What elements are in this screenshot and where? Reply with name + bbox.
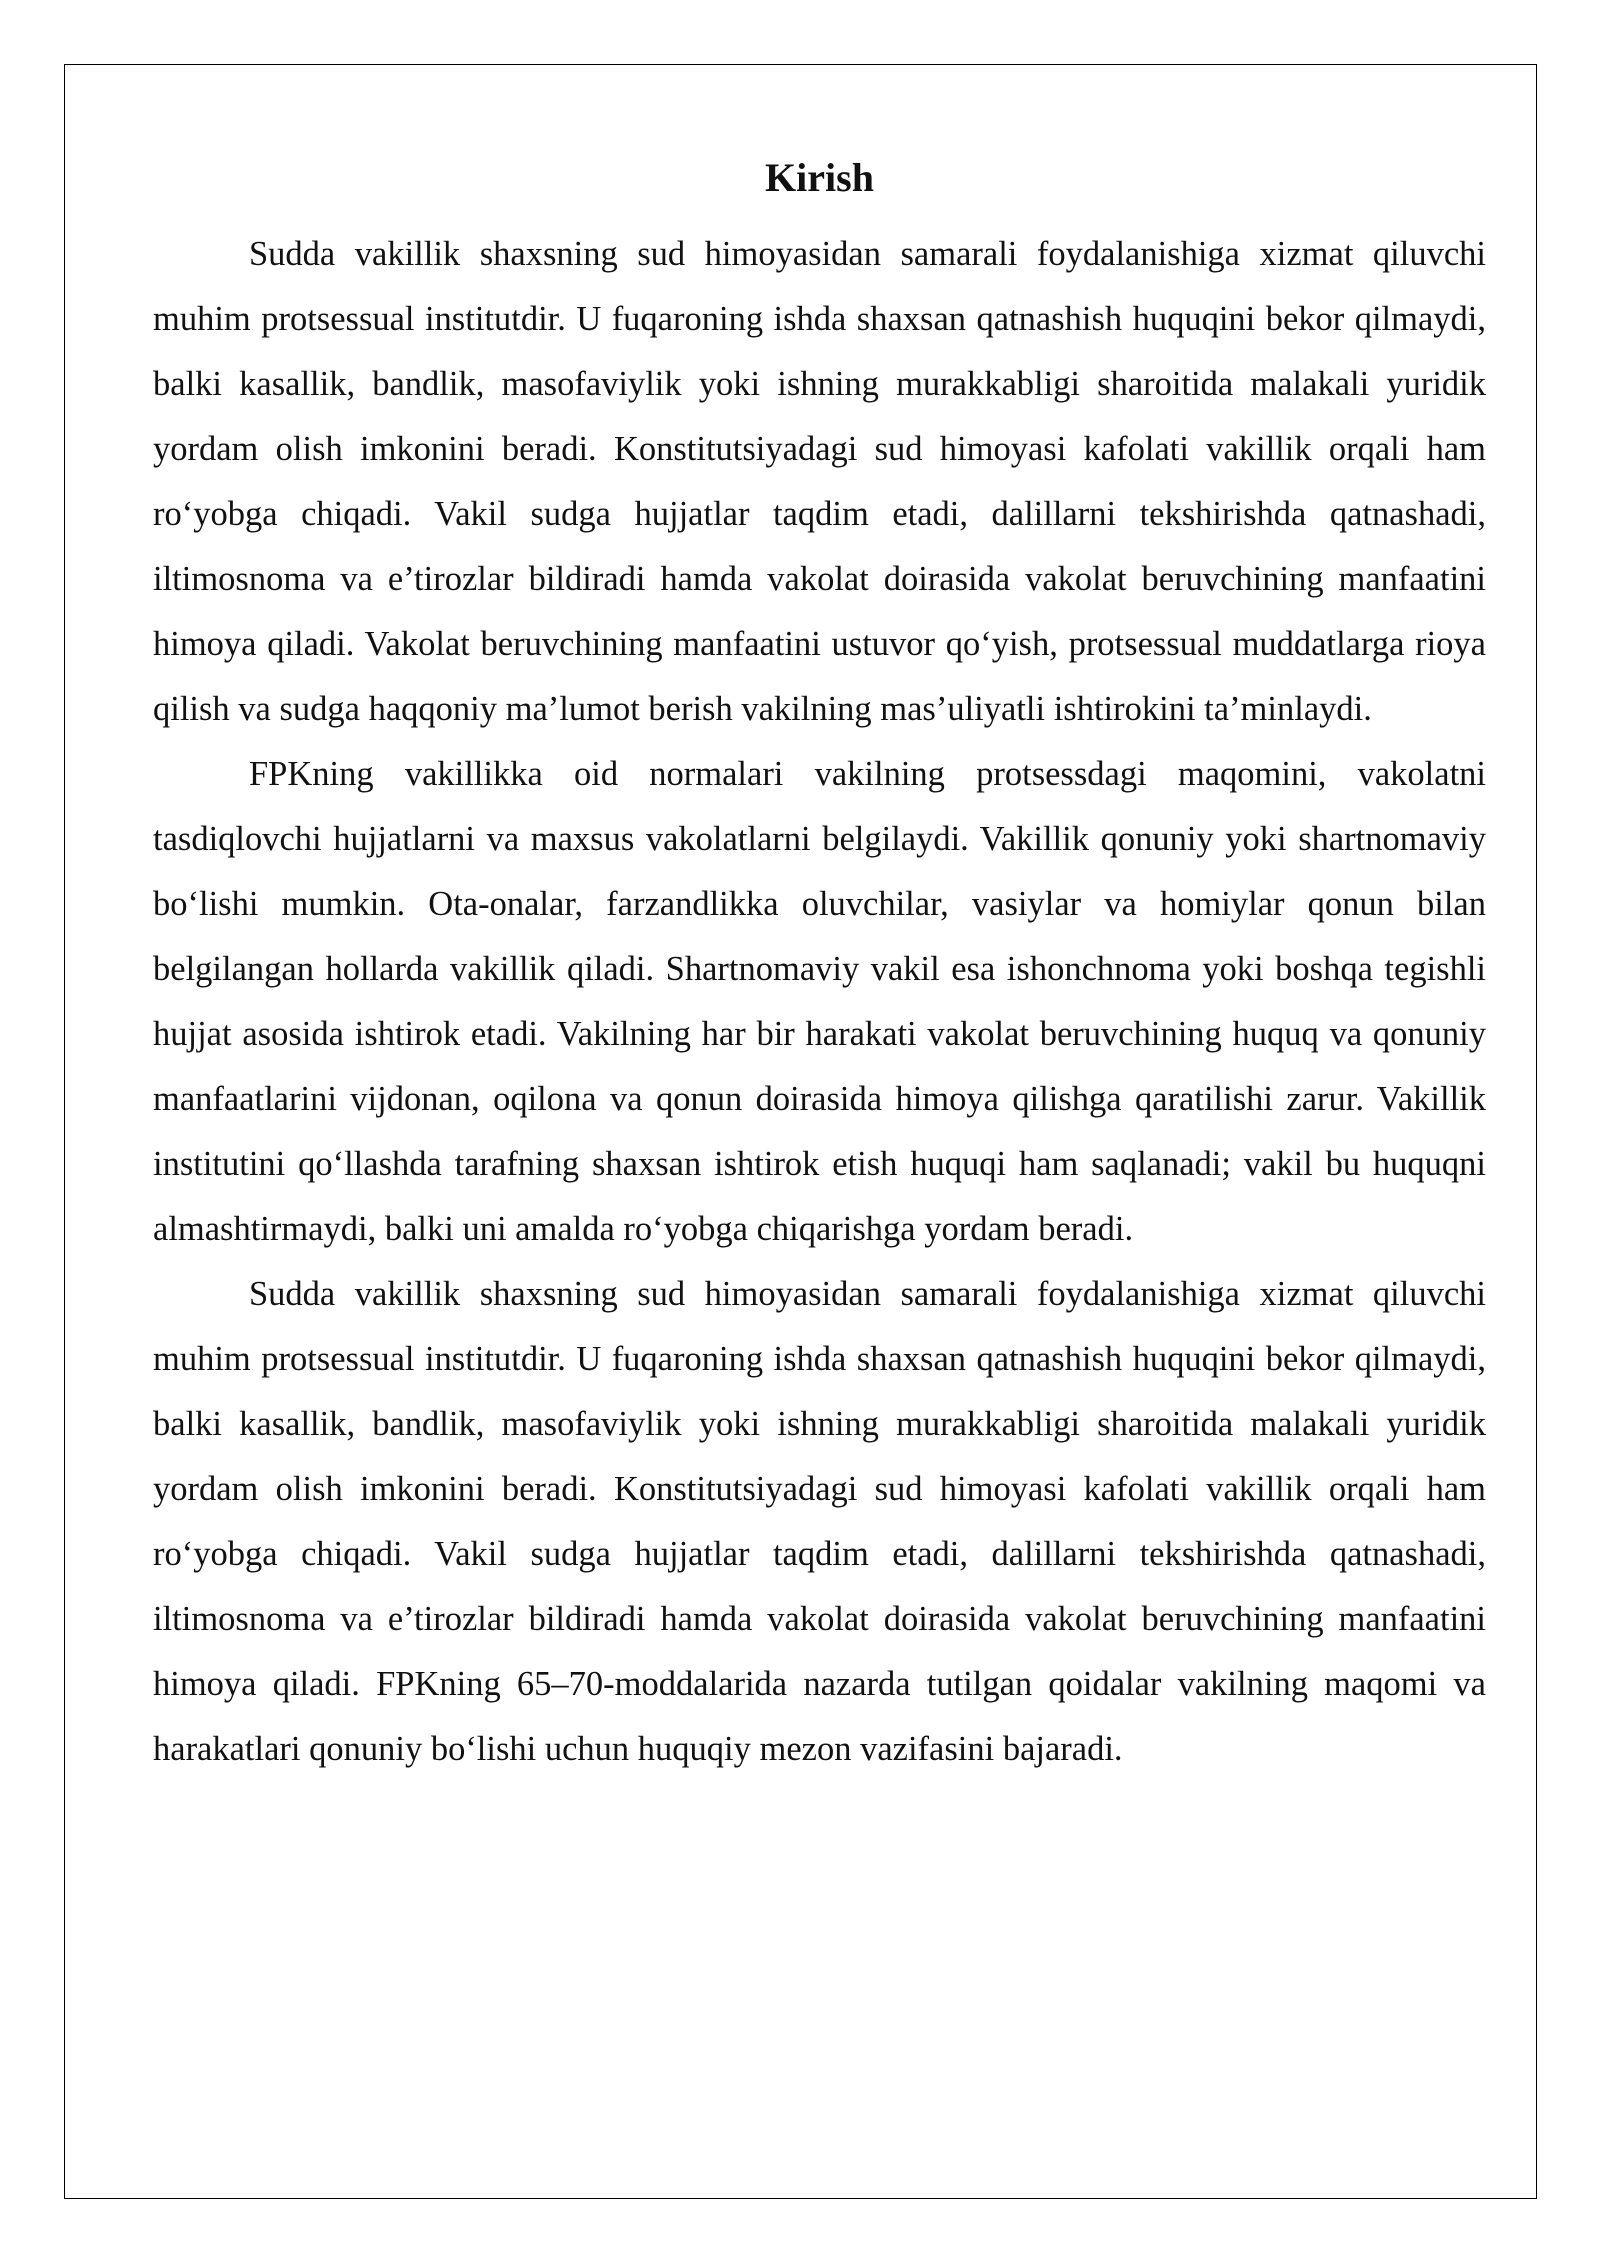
paragraph-2: FPKning vakillikka oid normalari vakilning protsessdagi maqomini, vakolatni tasdiqlovchi hujjatlarni va maxsus vakolatlarni belgilaydi. Vakillik qonuniy yoki shartnomaviy bo‘lishi mumkin. Ota-onalar, farzandlikka oluvchilar, vasiylar va homiylar qonun bilan belgilangan hollarda vakillik qiladi. Shartnomaviy vakil esa ishonchnoma yoki boshqa tegishli hujjat asosida ishtirok etadi. Vakilning har bir harakati vakolat beruvchining huquq va qonuniy manfaatlarini vijdonan, oqilona va qonun doirasida himoya qilishga qaratilishi zarur. Vakillik institutini qo‘llashda tarafning shaxsan ishtirok etish huquqi ham saqlanadi; vakil bu huquqni almashtirmaydi, balki uni amalda ro‘yobga chiqarishga yordam beradi.	[153, 755, 1486, 1248]
document-title: Kirish	[765, 155, 874, 200]
paragraph-1: Sudda vakillik shaxsning sud himoyasidan samarali foydalanishiga xizmat qiluvchi muhim protsessual institutdir. U fuqaroning ishda shaxsan qatnashish huquqini bekor qilmaydi, balki kasallik, bandlik, masofaviylik yoki ishning murakkabligi sharoitida malakali yuridik yordam olish imkonini beradi. Konstitutsiyadagi sud himoyasi kafolati vakillik orqali ham ro‘yobga chiqadi. Vakil sudga hujjatlar taqdim etadi, dalillarni tekshirishda qatnashadi, iltimosnoma va e’tirozlar bildiradi hamda vakolat doirasida vakolat beruvchining manfaatini himoya qiladi. Vakolat beruvchining manfaatini ustuvor qo‘yish, protsessual muddatlarga rioya qilish va sudga haqqoniy ma’lumot berish vakilning mas’uliyatli ishtirokini ta’minlaydi.	[153, 235, 1486, 728]
document-body	[153, 148, 1486, 1782]
paragraph-3: Sudda vakillik shaxsning sud himoyasidan samarali foydalanishiga xizmat qiluvchi muhim protsessual institutdir. U fuqaroning ishda shaxsan qatnashish huquqini bekor qilmaydi, balki kasallik, bandlik, masofaviylik yoki ishning murakkabligi sharoitida malakali yuridik yordam olish imkonini beradi. Konstitutsiyadagi sud himoyasi kafolati vakillik orqali ham ro‘yobga chiqadi. Vakil sudga hujjatlar taqdim etadi, dalillarni tekshirishda qatnashadi, iltimosnoma va e’tirozlar bildiradi hamda vakolat doirasida vakolat beruvchining manfaatini himoya qiladi. FPKning 65–70-moddalarida nazarda tutilgan qoidalar vakilning maqomi va harakatlari qonuniy bo‘lishi uchun huquqiy mezon vazifasini bajaradi.	[153, 1275, 1486, 1768]
